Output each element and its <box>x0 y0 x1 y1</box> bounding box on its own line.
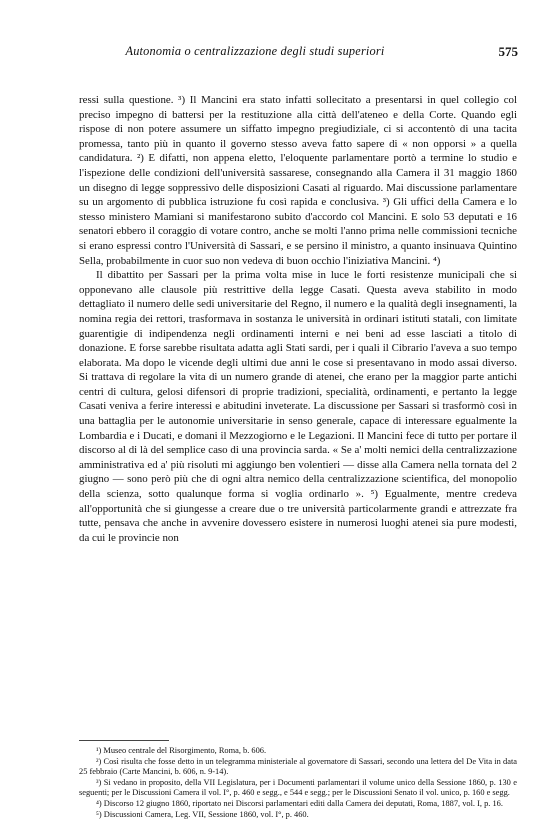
footnote-1: ¹) Museo centrale del Risorgimento, Roma, b. 606. <box>96 746 267 755</box>
paragraph-2: Il dibattito per Sassari per la prima volta mise in luce le forti resistenze municipali che si opponevano alle clausole più restrittive della legge Casati. Questa aveva stabilito in modo dettagliato il numero delle sedi universitarie del Regno, il numero e la qualità degli insegnamenti, la nomina regia dei rettori, trasformava in sostanza le università in ordinari istituti statali, con limitate guarentigie di indipendenza negli ordinamenti interni e nei beni ad esse lasciati a titolo di donazione. E forse sarebbe risultata adatta agli Stati sardi, per i quali il Cibrario l'aveva a suo tempo elaborata. Ma dopo le vicende degli ultimi due anni le cose si presentavano in modo assai diverso. Si trattava di regolare la vita di un numero grande di atenei, che erano per la maggior parte antichi centri di cultura, gelosi difensori di proprie tradizioni, specialità, ordinamenti, e pertanto la legge Casati veniva a ferire interessi e abitudini inveterate. La discussione per Sassari si trasformò così in una battaglia per le autonomie universitarie in senso generale, capace di interessare egualmente la Lombardia e i Ducati, e domani il Mezzogiorno e le Legazioni. Il Mancini fece di tutto per portare il discorso al di là del semplice caso di una provincia sarda. « Se a' molti nemici della centralizzazione amministrativa ed a' più risoluti mi aggiungo ben volentieri — disse alla Camera nella tornata del 2 giugno — sono però più che di ogni altra nemico della centralizzazione scientifica, del monopolio della scienza, sotto qualunque forma si voglia ordinarlo ». ⁵) Egualmente, mentre credeva all'opportunità che si giungesse a creare due o tre università particolarmente grandi e attrezzate fra tutte, pensava che anche in avvenire dovessero esistere in numerosi luoghi atenei sia pure modesti, da cui le provincie non <box>79 269 517 544</box>
page-number: 575 <box>498 44 518 59</box>
body-text <box>79 93 517 545</box>
page-header <box>40 44 518 64</box>
footnotes <box>79 746 517 820</box>
footnote-divider <box>79 740 169 741</box>
footnote-4: ⁴) Discorso 12 giugno 1860, riportato nei Discorsi parlamentari editi dalla Camera dei deputati, Roma, 1887, vol. I, p. 16. <box>96 798 503 808</box>
running-title: Autonomia o centralizzazione degli studi superiori <box>125 44 385 58</box>
paragraph-1: ressi sulla questione. ³) Il Mancini era stato infatti sollecitato a presentarsi in quel collegio col preciso impegno di battersi per la restituzione alla città dell'ateneo e della Corte. Quando egli rispose di non potere assumere un siffatto impegno pregiudiziale, ci si accontentò di una tacita promessa, tanto più in quanto il governo stesso aveva fatto sapere di « non opporsi » a quella candidatura. ²) E difatti, non appena eletto, l'eloquente parlamentare portò a termine lo studio e l'ispezione delle condizioni dell'università sassarese, consegnando alla Camera il 31 maggio 1860 un disegno di legge soppressivo delle disposizioni Casati al riguardo. Mai discussione parlamentare su un argomento di pubblica istruzione fu così rapida e conclusiva. ³) Gli uffici della Camera e lo stesso ministero Mamiani si manifestarono subito d'accordo col Mancini. E solo 53 deputati e 16 senatori ebbero il coraggio di votare contro, anche se molti l'anno prima nelle commissioni tecniche si erano espressi contro l'Università di Sassari, e se persino il ministro, a quanto insinuava Quintino Sella, probabilmente in cuor suo non vedeva di buon occhio l'iniziativa Mancini. ⁴) <box>79 94 517 267</box>
footnote-2: ²) Così risulta che fosse detto in un telegramma ministeriale al governatore di Sassari, secondo una lettera del De Vita in data 25 febbraio (Carte Mancini, b. 606, n. 9-14). <box>79 756 517 777</box>
footnote-5: ⁵) Discussioni Camera, Leg. VII, Sessione 1860, vol. I°, p. 460. <box>96 809 309 819</box>
footnote-3: ³) Si vedano in proposito, della VII Legislatura, per i Documenti parlamentari il volume unico della Sessione 1860, p. 130 e seguenti; per le Discussioni Camera il vol. I°, p. 460 e segg., e 544 e segg.; per le Discussioni Senato il vol. unico, p. 160 e segg. <box>79 777 517 798</box>
